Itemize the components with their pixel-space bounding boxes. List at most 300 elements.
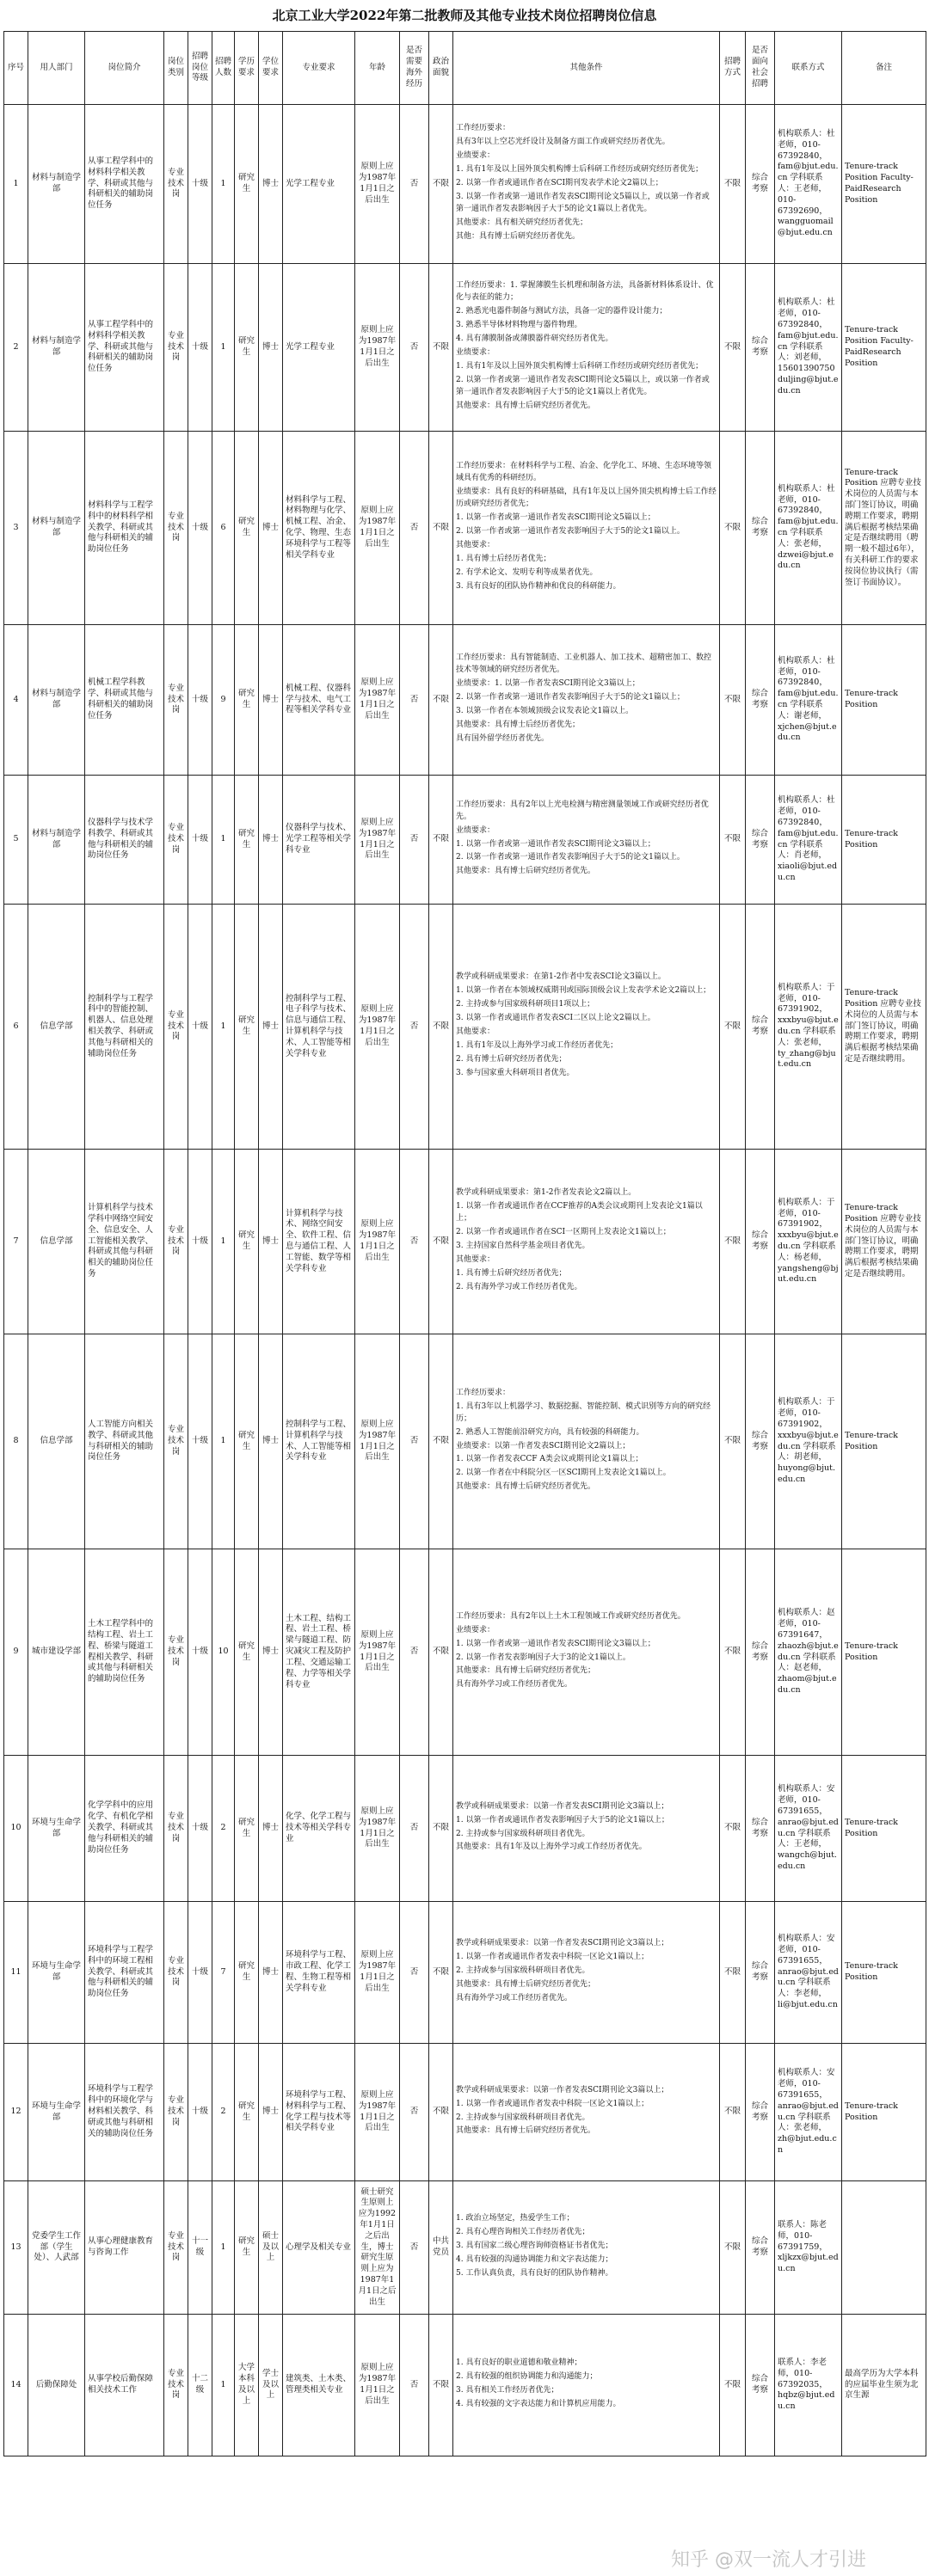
cell-dept: 环境与生命学部 [28, 2044, 85, 2181]
cell-dept: 信息学部 [28, 1150, 85, 1334]
page-title: 北京工业大学2022年第二批教师及其他专业技术岗位招聘岗位信息 [272, 8, 657, 23]
cell-age: 原则上应为1987年1月1日之后出生 [355, 2044, 400, 2181]
cell-level: 十级 [188, 1902, 212, 2044]
requirement-line: 1. 以第一作者或通讯作者发表中科院一区论文1篇以上； [456, 1953, 649, 1962]
cell-intro: 从事工程学科中的材料科学相关教学、科研或其他与科研相关的辅助岗位任务 [85, 105, 164, 264]
cell-overseas: 否 [400, 625, 429, 776]
cell-edu: 研究生 [235, 2181, 259, 2315]
cell-dept: 环境与生命学部 [28, 1756, 85, 1902]
cell-intro: 控制科学与工程学科中的智能控制、机器人、信息处理相关教学、科研或其他与科研相关的辅助岗位任务 [85, 905, 164, 1150]
requirement-line: 2. 以第一作者或第一通讯作者发表影响因子大于5的论文1篇以上。 [456, 853, 685, 862]
requirement-line: 其他要求：具有博士后研究经历者优先。 [456, 867, 596, 876]
cell-count: 1 [212, 264, 235, 432]
cell-political: 不限 [429, 1756, 453, 1902]
cell-social: 综合考察 [746, 1549, 775, 1756]
cell-count: 1 [212, 1334, 235, 1549]
cell-degree: 硕士及以上 [259, 2181, 283, 2315]
cell-level: 十级 [188, 432, 212, 625]
cell-dept: 城市建设学部 [28, 1549, 85, 1756]
cell-dept: 材料与制造学部 [28, 105, 85, 264]
cell-level: 十级 [188, 1150, 212, 1334]
table-row [4, 2044, 926, 2181]
cell-political: 不限 [429, 905, 453, 1150]
requirement-line: 1. 以第一作者或通讯作者发表影响因子大于5的论文1篇以上； [456, 1815, 669, 1825]
cell-contact: 机构联系人：于老师，010-67391902，xxxbyu@bjut.edu.cn 学科联系人：张老师，ty_zhang@bjut.edu.cn [775, 905, 842, 1150]
cell-other-requirements [453, 1902, 720, 2044]
cell-count: 1 [212, 905, 235, 1150]
cell-dept: 信息学部 [28, 905, 85, 1150]
cell-remark: Tenure-track Position Faculty-PaidResearch Position [842, 264, 926, 432]
cell-intro: 从事工程学科中的材料科学相关教学、科研或其他与科研相关的辅助岗位任务 [85, 264, 164, 432]
cell-major: 控制科学与工程、电子科学与技术、信息与通信工程、计算机科学与技术、人工智能等相关学科专业 [283, 905, 355, 1150]
table-row [4, 105, 926, 264]
cell-social: 综合考察 [746, 1150, 775, 1334]
cell-count: 1 [212, 1150, 235, 1334]
requirement-line: 3. 具有良好的团队协作精神和优良的科研能力。 [456, 581, 621, 591]
cell-intro: 机械工程学科教学、科研或其他与科研相关的辅助岗位任务 [85, 625, 164, 776]
table-row [4, 2181, 926, 2315]
cell-category: 专业技术岗 [164, 905, 188, 1150]
table-row [4, 1902, 926, 2044]
cell-level: 十级 [188, 105, 212, 264]
requirement-line: 具有海外学习或工作经历者优先。 [456, 1680, 573, 1690]
cell-political: 不限 [429, 2044, 453, 2181]
requirement-line: 1. 以第一作者发表CCF A类会议或期刊论文1篇以上； [456, 1455, 643, 1464]
requirement-line: 1. 具有1年及以上海外学习或工作经历者优先； [456, 1040, 618, 1050]
cell-method: 不限 [720, 625, 746, 776]
header-cell: 年龄 [355, 32, 400, 105]
requirement-line: 其他要求： [456, 540, 495, 549]
cell-count: 2 [212, 1756, 235, 1902]
requirement-line: 2. 熟悉人工智能前沿研究方向，具有较强的科研能力。 [456, 1427, 644, 1437]
cell-remark: Tenure-track Position 应聘专业技术岗位的人员需与本部门签订协议，明确聘期工作要求，聘期满后根据考核结果确定是否继续聘用。 [842, 1150, 926, 1334]
cell-overseas: 否 [400, 264, 429, 432]
cell-dept: 材料与制造学部 [28, 776, 85, 905]
cell-major: 仪器科学与技术、光学工程等相关学科专业 [283, 776, 355, 905]
table-row [4, 776, 926, 905]
cell-category: 专业技术岗 [164, 1334, 188, 1549]
cell-dept: 环境与生命学部 [28, 1902, 85, 2044]
cell-dept: 材料与制造学部 [28, 432, 85, 625]
cell-political: 不限 [429, 105, 453, 264]
cell-other-requirements [453, 105, 720, 264]
cell-level: 十级 [188, 776, 212, 905]
requirement-line: 1. 具有博士后经历者优先； [456, 554, 551, 563]
cell-edu: 研究生 [235, 1902, 259, 2044]
cell-contact: 联系人：李老师，010-67392035，hqbz@bjut.edu.cn [775, 2315, 842, 2456]
requirement-line: 1. 具有3年以上机器学习、数据挖掘、智能控制、模式识别等方向的研究经历； [456, 1401, 711, 1423]
cell-count: 1 [212, 105, 235, 264]
requirement-line: 教学或科研成果要求：第1-2作者发表论文2篇以上。 [456, 1188, 637, 1198]
header-row [4, 32, 926, 105]
cell-overseas: 否 [400, 905, 429, 1150]
table-row [4, 625, 926, 776]
cell-major: 环境科学与工程、市政工程、化学工程、生物工程等相关学科专业 [283, 1902, 355, 2044]
requirement-line: 教学或科研成果要求：以第一作者发表SCI期刊论文3篇以上； [456, 1801, 669, 1811]
cell-overseas: 否 [400, 1756, 429, 1902]
requirement-line: 3. 具有国家二级心理咨询师资格证书者优先； [456, 2242, 613, 2251]
requirement-line: 2. 以第一作者或第一通讯作者发表影响因子大于5的论文1篇以上。 [456, 527, 685, 536]
cell-political: 不限 [429, 1334, 453, 1549]
cell-method: 不限 [720, 1150, 746, 1334]
cell-level: 十级 [188, 625, 212, 776]
requirement-line: 其他要求：具有博士后研究经历者优先。 [456, 1482, 596, 1492]
cell-count: 1 [212, 776, 235, 905]
header-cell: 招聘人数 [212, 32, 235, 105]
cell-major: 土木工程、结构工程、岩土工程、桥梁与隧道工程、防灾减灾工程及防护工程、交通运输工程、力学等相关学科专业 [283, 1549, 355, 1756]
requirement-line: 4. 具有较强的文字表达能力和计算机应用能力。 [456, 2399, 621, 2408]
table-row [4, 1549, 926, 1756]
requirement-line: 教学或科研成果要求：以第一作者发表SCI期刊论文3篇以上； [456, 1939, 669, 1948]
cell-degree: 博士 [259, 2044, 283, 2181]
cell-level: 十级 [188, 2044, 212, 2181]
cell-no: 4 [4, 625, 28, 776]
cell-social: 综合考察 [746, 776, 775, 905]
cell-contact: 机构联系人：安老师，010-67391655，anrao@bjut.edu.cn 学科联系人：张老师，zh@bjut.edu.cn [775, 2044, 842, 2181]
cell-political: 不限 [429, 2315, 453, 2456]
requirement-line: 业绩要求： [456, 1625, 495, 1635]
cell-age: 原则上应为1987年1月1日之后出生 [355, 1150, 400, 1334]
cell-other-requirements [453, 1756, 720, 1902]
table-row [4, 1756, 926, 1902]
header-cell: 序号 [4, 32, 28, 105]
requirement-line: 4. 具有薄膜制备或薄膜器件研究经历者优先。 [456, 334, 613, 344]
cell-major: 机械工程、仪器科学与技术、电气工程等相关学科专业 [283, 625, 355, 776]
cell-remark: Tenure-track Position [842, 1549, 926, 1756]
cell-other-requirements [453, 2044, 720, 2181]
requirement-line: 工作经历要求： [456, 1388, 511, 1397]
cell-edu: 研究生 [235, 432, 259, 625]
requirement-line: 业绩要求： [456, 348, 495, 357]
cell-age: 原则上应为1987年1月1日之后出生 [355, 1549, 400, 1756]
cell-other-requirements [453, 625, 720, 776]
cell-level: 十级 [188, 1334, 212, 1549]
cell-overseas: 否 [400, 1549, 429, 1756]
requirement-line: 业绩要求：1. 以第一作者发表SCI期刊论文3篇以上； [456, 679, 640, 689]
cell-major: 心理学及相关专业 [283, 2181, 355, 2315]
cell-remark: Tenure-track Position 应聘专业技术岗位的人员需与本部门签订协议，明确聘期工作要求，聘期满后根据考核结果确定是否继续聘用。 [842, 905, 926, 1150]
cell-overseas: 否 [400, 105, 429, 264]
requirement-line: 具有海外学习或工作经历者优先。 [456, 1993, 573, 2003]
cell-no: 11 [4, 1902, 28, 2044]
cell-social: 综合考察 [746, 2181, 775, 2315]
cell-count: 1 [212, 2315, 235, 2456]
header-cell: 是否需要海外经历 [400, 32, 429, 105]
cell-other-requirements [453, 264, 720, 432]
requirement-line: 1. 具有1年及以上国外顶尖机构博士后科研工作经历或研究经历者优先； [456, 165, 704, 175]
requirement-line: 其他要求：具有博士后研究经历者优先； [456, 1979, 596, 1989]
header-cell: 专业要求 [283, 32, 355, 105]
cell-age: 原则上应为1987年1月1日之后出生 [355, 776, 400, 905]
cell-category: 专业技术岗 [164, 1549, 188, 1756]
requirement-line: 1. 以第一作者或通讯作者发表中科院一区论文1篇以上； [456, 2099, 649, 2108]
cell-edu: 大学本科及以上 [235, 2315, 259, 2456]
cell-political: 中共党员 [429, 2181, 453, 2315]
cell-social: 综合考察 [746, 264, 775, 432]
cell-category: 专业技术岗 [164, 2181, 188, 2315]
cell-remark: Tenure-track Position [842, 1756, 926, 1902]
requirement-line: 具有国外留学经历者优先。 [456, 733, 550, 743]
requirement-line: 2. 主持或参与国家级科研项目者优先。 [456, 1829, 590, 1838]
requirement-line: 工作经历要求：在材料科学与工程、冶金、化学化工、环境、生态环境等领域具有优秀的科研经历。 [456, 462, 712, 483]
cell-level: 十级 [188, 1549, 212, 1756]
cell-social: 综合考察 [746, 625, 775, 776]
requirement-line: 3. 具有相关工作经历者优先； [456, 2386, 559, 2395]
header-cell: 是否面向社会招聘 [746, 32, 775, 105]
requirement-line: 2. 主持或参与国家级科研项目1项以上； [456, 1000, 595, 1009]
requirement-line: 工作经历要求：具有智能制造、工业机器人、加工技术、超精密加工、数控技术等领域的研究经历者优先。 [456, 653, 712, 675]
header-cell: 招聘岗位等级 [188, 32, 212, 105]
cell-intro: 从事心理健康教育与咨询工作 [85, 2181, 164, 2315]
requirement-line: 其他要求：具有相关研究经历者优先； [456, 218, 588, 227]
requirement-line: 3. 参与国家重大科研项目者优先。 [456, 1068, 575, 1077]
cell-intro: 环境科学与工程学科中的环境工程相关教学、科研或其他与科研相关的辅助岗位任务 [85, 1902, 164, 2044]
requirement-line: 其他要求： [456, 1254, 495, 1264]
cell-method: 不限 [720, 776, 746, 905]
cell-category: 专业技术岗 [164, 1150, 188, 1334]
table-row [4, 905, 926, 1150]
cell-category: 专业技术岗 [164, 1902, 188, 2044]
cell-overseas: 否 [400, 2315, 429, 2456]
recruitment-table [3, 31, 926, 2456]
requirement-line: 其他要求： [456, 1027, 495, 1036]
cell-age: 原则上应为1987年1月1日之后出生 [355, 432, 400, 625]
requirement-line: 1. 具有博士后研究经历者优先； [456, 1268, 567, 1278]
cell-method: 不限 [720, 264, 746, 432]
cell-category: 专业技术岗 [164, 264, 188, 432]
cell-degree: 博士 [259, 1334, 283, 1549]
cell-no: 8 [4, 1334, 28, 1549]
cell-other-requirements [453, 432, 720, 625]
cell-intro: 土木工程学科中的结构工程、岩土工程、桥梁与隧道工程相关教学、科研或其他与科研相关的辅助岗位任务 [85, 1549, 164, 1756]
cell-intro: 计算机科学与技术学科中网络空间安全、信息安全、人工智能相关教学、科研或其他与科研相关的辅助岗位任务 [85, 1150, 164, 1334]
cell-other-requirements [453, 2315, 720, 2456]
cell-major: 材料科学与工程、材料物理与化学、机械工程、冶金、化学、物理、生态环境科学与工程等相关学科专业 [283, 432, 355, 625]
cell-overseas: 否 [400, 1902, 429, 2044]
cell-major: 控制科学与工程、计算机科学与技术、人工智能等相关学科专业 [283, 1334, 355, 1549]
cell-category: 专业技术岗 [164, 2044, 188, 2181]
cell-remark: Tenure-track Position [842, 625, 926, 776]
cell-level: 十一级 [188, 2181, 212, 2315]
cell-remark [842, 2181, 926, 2315]
cell-political: 不限 [429, 776, 453, 905]
cell-social: 综合考察 [746, 432, 775, 625]
cell-other-requirements [453, 905, 720, 1150]
requirement-line: 5. 工作认真负责，具有良好的团队协作精神。 [456, 2268, 613, 2278]
cell-no: 10 [4, 1756, 28, 1902]
cell-count: 10 [212, 1549, 235, 1756]
cell-other-requirements [453, 1150, 720, 1334]
cell-no: 1 [4, 105, 28, 264]
cell-contact: 机构联系人：赵老师，010-67391647，zhaozh@bjut.edu.cn 学科联系人：赵老师，zhaom@bjut.edu.cn [775, 1549, 842, 1756]
cell-contact: 机构联系人：杜老师，010-67392840，fam@bjut.edu.cn 学科联系人：刘老师，15601390750 duljing@bjut.edu.cn [775, 264, 842, 432]
cell-level: 十级 [188, 1756, 212, 1902]
requirement-line: 2. 具有博士后研究经历者优先； [456, 1054, 567, 1064]
cell-contact: 机构联系人：安老师，010-67391655，anrao@bjut.edu.cn 学科联系人：王老师，wangch@bjut.edu.cn [775, 1756, 842, 1902]
requirement-line: 3. 主持国家自然科学基金项目者优先。 [456, 1242, 590, 1250]
table-row [4, 1334, 926, 1549]
requirement-line: 业绩要求： [456, 825, 495, 835]
cell-method: 不限 [720, 432, 746, 625]
requirement-line: 工作经历要求：1. 掌握薄膜生长机理和制备方法，具备新材料体系设计、优化与表征的能力； [456, 281, 714, 303]
requirement-line: 其他要求：具有博士后研究经历者优先。 [456, 2126, 596, 2136]
cell-contact: 机构联系人：杜老师，010-67392840，fam@bjut.edu.cn 学科联系人：王老师，010-67392690，wangguomail@bjut.edu.cn [775, 105, 842, 264]
cell-contact: 机构联系人：杜老师，010-67392840，fam@bjut.edu.cn 学科联系人：谢老师，xjchen@bjut.edu.cn [775, 625, 842, 776]
cell-method: 不限 [720, 1902, 746, 2044]
requirement-line: 教学或科研成果要求：以第一作者发表SCI期刊论文3篇以上； [456, 2085, 669, 2095]
cell-degree: 博士 [259, 776, 283, 905]
requirement-line: 1. 以第一作者或第一通讯作者发表SCI期刊论文3篇以上； [456, 839, 655, 849]
header-cell: 联系方式 [775, 32, 842, 105]
requirement-line: 2. 具有海外学习或工作经历者优先。 [456, 1282, 582, 1291]
cell-other-requirements [453, 776, 720, 905]
cell-other-requirements [453, 1334, 720, 1549]
cell-political: 不限 [429, 625, 453, 776]
cell-overseas: 否 [400, 2044, 429, 2181]
requirement-line: 工作经历要求：具有2年以上光电检测与精密测量领域工作或研究经历者优先。 [456, 800, 709, 821]
requirement-line: 1. 以第一作者在本领域权威期刊或国际顶级会议上发表学术论文2篇以上； [456, 986, 711, 996]
cell-degree: 博士 [259, 1902, 283, 2044]
table-row [4, 2315, 926, 2456]
cell-degree: 博士 [259, 1549, 283, 1756]
cell-age: 原则上应为1987年1月1日之后出生 [355, 1902, 400, 2044]
cell-political: 不限 [429, 1150, 453, 1334]
cell-edu: 研究生 [235, 1549, 259, 1756]
cell-degree: 博士 [259, 264, 283, 432]
requirement-line: 1. 具有1年及以上国外顶尖机构博士后科研工作经历或研究经历者优先； [456, 361, 704, 371]
cell-degree: 博士 [259, 625, 283, 776]
cell-edu: 研究生 [235, 905, 259, 1150]
requirement-line: 2. 具有心理咨询相关工作经历者优先； [456, 2228, 590, 2237]
table-row [4, 1150, 926, 1334]
cell-edu: 研究生 [235, 264, 259, 432]
cell-age: 原则上应为1987年1月1日之后出生 [355, 264, 400, 432]
cell-no: 14 [4, 2315, 28, 2456]
requirement-line: 3. 以第一作者或第一通讯作者发表SCI期刊论文5篇以上，或以第一作者或第一通讯作者发表影响因子大于5的论文1篇以上者优先。 [456, 192, 710, 213]
requirement-line: 2. 以第一作者或第一通讯作者发表影响因子大于5的论文1篇以上； [456, 693, 685, 702]
cell-age: 原则上应为1987年1月1日之后出生 [355, 625, 400, 776]
cell-intro: 材料科学与工程学科中的材料科学相关教学、科研或其他与科研相关的辅助岗位任务 [85, 432, 164, 625]
cell-edu: 研究生 [235, 625, 259, 776]
header-cell: 学历要求 [235, 32, 259, 105]
cell-political: 不限 [429, 1549, 453, 1756]
cell-major: 光学工程专业 [283, 264, 355, 432]
cell-category: 专业技术岗 [164, 432, 188, 625]
cell-dept: 后勤保障处 [28, 2315, 85, 2456]
cell-major: 化学、化学工程与技术等相关学科专业 [283, 1756, 355, 1902]
cell-intro: 环境科学与工程学科中的环境化学与材料相关教学、科研或其他与科研相关的辅助岗位任务 [85, 2044, 164, 2181]
cell-intro: 仪器科学与技术学科教学、科研或其他与科研相关的辅助岗位任务 [85, 776, 164, 905]
cell-no: 6 [4, 905, 28, 1150]
requirement-line: 其他要求：具有1年及以上海外学习或工作经历者优先。 [456, 1843, 647, 1852]
cell-other-requirements [453, 2181, 720, 2315]
requirement-line: 2. 主持或参与国家级科研项目者优先。 [456, 1966, 590, 1976]
cell-dept: 材料与制造学部 [28, 625, 85, 776]
cell-overseas: 否 [400, 2181, 429, 2315]
cell-political: 不限 [429, 264, 453, 432]
requirement-line: 3. 以第一作者在本领域顶级会议发表论文1篇以上。 [456, 706, 634, 715]
cell-edu: 研究生 [235, 776, 259, 905]
cell-dept: 党委学生工作部（学生处）、人武部 [28, 2181, 85, 2315]
cell-contact: 机构联系人：杜老师，010-67392840，fam@bjut.edu.cn 学科联系人：肖老师，xiaoli@bjut.edu.cn [775, 776, 842, 905]
cell-age: 原则上应为1987年1月1日之后出生 [355, 2315, 400, 2456]
header-cell: 岗位简介 [85, 32, 164, 105]
cell-method: 不限 [720, 105, 746, 264]
cell-social: 综合考察 [746, 105, 775, 264]
cell-contact: 机构联系人：安老师，010-67391655，anrao@bjut.edu.cn 学科联系人：李老师，li@bjut.edu.cn [775, 1902, 842, 2044]
requirement-line: 2. 以第一作者发表影响因子大于3的论文1篇以上。 [456, 1653, 631, 1662]
cell-social: 综合考察 [746, 1334, 775, 1549]
requirement-line: 1. 政治立场坚定，热爱学生工作； [456, 2214, 575, 2223]
cell-level: 十级 [188, 905, 212, 1150]
requirement-line: 2. 以第一作者或通讯作者在SCI期刊发表学术论文2篇以上； [456, 179, 663, 188]
cell-remark: Tenure-track Position [842, 2044, 926, 2181]
cell-contact: 机构联系人：于老师，010-67391902，xxxbyu@bjut.edu.cn 学科联系人：胡老师，huyong@bjut.edu.cn [775, 1334, 842, 1549]
cell-age: 原则上应为1987年1月1日之后出生 [355, 1334, 400, 1549]
cell-method: 不限 [720, 1334, 746, 1549]
cell-political: 不限 [429, 1902, 453, 2044]
requirement-line: 业绩要求：具有良好的科研基础，具有1年及以上国外顶尖机构博士后工作经历或研究经历者优先； [456, 488, 717, 509]
cell-social: 综合考察 [746, 2044, 775, 2181]
header-cell: 岗位类别 [164, 32, 188, 105]
requirement-line: 工作经历要求： [456, 124, 511, 133]
cell-no: 7 [4, 1150, 28, 1334]
cell-category: 专业技术岗 [164, 776, 188, 905]
cell-category: 专业技术岗 [164, 625, 188, 776]
requirement-line: 其他要求：具有博士后研究经历者优先。 [456, 401, 596, 410]
cell-count: 9 [212, 625, 235, 776]
header-cell: 政治面貌 [429, 32, 453, 105]
header-cell: 备注 [842, 32, 926, 105]
cell-degree: 博士 [259, 105, 283, 264]
cell-age: 硕士研究生原则上应为1992年1月1日之后出生，博士研究生原则上应为1987年1月1日之后出生 [355, 2181, 400, 2315]
cell-no: 9 [4, 1549, 28, 1756]
cell-overseas: 否 [400, 432, 429, 625]
cell-count: 7 [212, 1902, 235, 2044]
watermark: 知乎 @双一流人才引进 [671, 2549, 866, 2571]
cell-level: 十级 [188, 264, 212, 432]
cell-dept: 信息学部 [28, 1334, 85, 1549]
cell-method: 不限 [720, 2044, 746, 2181]
cell-edu: 研究生 [235, 1150, 259, 1334]
cell-political: 不限 [429, 432, 453, 625]
cell-major: 光学工程专业 [283, 105, 355, 264]
cell-intro: 从事学校后勤保障相关技术工作 [85, 2315, 164, 2456]
cell-category: 专业技术岗 [164, 105, 188, 264]
cell-method: 不限 [720, 2181, 746, 2315]
requirement-line: 2. 具有较强的组织协调能力和沟通能力； [456, 2372, 598, 2382]
cell-no: 12 [4, 2044, 28, 2181]
cell-level: 十二级 [188, 2315, 212, 2456]
cell-category: 专业技术岗 [164, 2315, 188, 2456]
requirement-line: 教学或科研成果要求：在第1-2作者中发表SCI论文3篇以上。 [456, 972, 666, 982]
requirement-line: 1. 以第一作者或第一通讯作者发表SCI期刊论文5篇以上； [456, 513, 655, 523]
cell-edu: 研究生 [235, 2044, 259, 2181]
cell-dept: 材料与制造学部 [28, 264, 85, 432]
requirement-line: 2. 主持或参与国家级科研项目者优先。 [456, 2113, 590, 2122]
cell-major: 计算机科学与技术、网络空间安全、软件工程、信息与通信工程、人工智能、数学等相关学科专业 [283, 1150, 355, 1334]
cell-no: 3 [4, 432, 28, 625]
requirement-line: 其他要求：具有博士后研究经历者优先； [456, 1666, 596, 1676]
requirement-line: 具有3年以上空芯光纤设计及制备方面工作或研究经历者优先。 [456, 138, 670, 147]
cell-social: 综合考察 [746, 1756, 775, 1902]
requirement-line: 3. 以第一作者或通讯作者发表SCI二区以上论文2篇以上。 [456, 1014, 655, 1023]
requirement-line: 业绩要求： [456, 151, 495, 161]
cell-remark: 最高学历为大学本科的应届毕业生须为北京生源 [842, 2315, 926, 2456]
cell-no: 2 [4, 264, 28, 432]
cell-degree: 学士及以上 [259, 2315, 283, 2456]
requirement-line: 2. 以第一作者或通讯作者在SCI一区期刊上发表论文1篇以上； [456, 1228, 671, 1237]
